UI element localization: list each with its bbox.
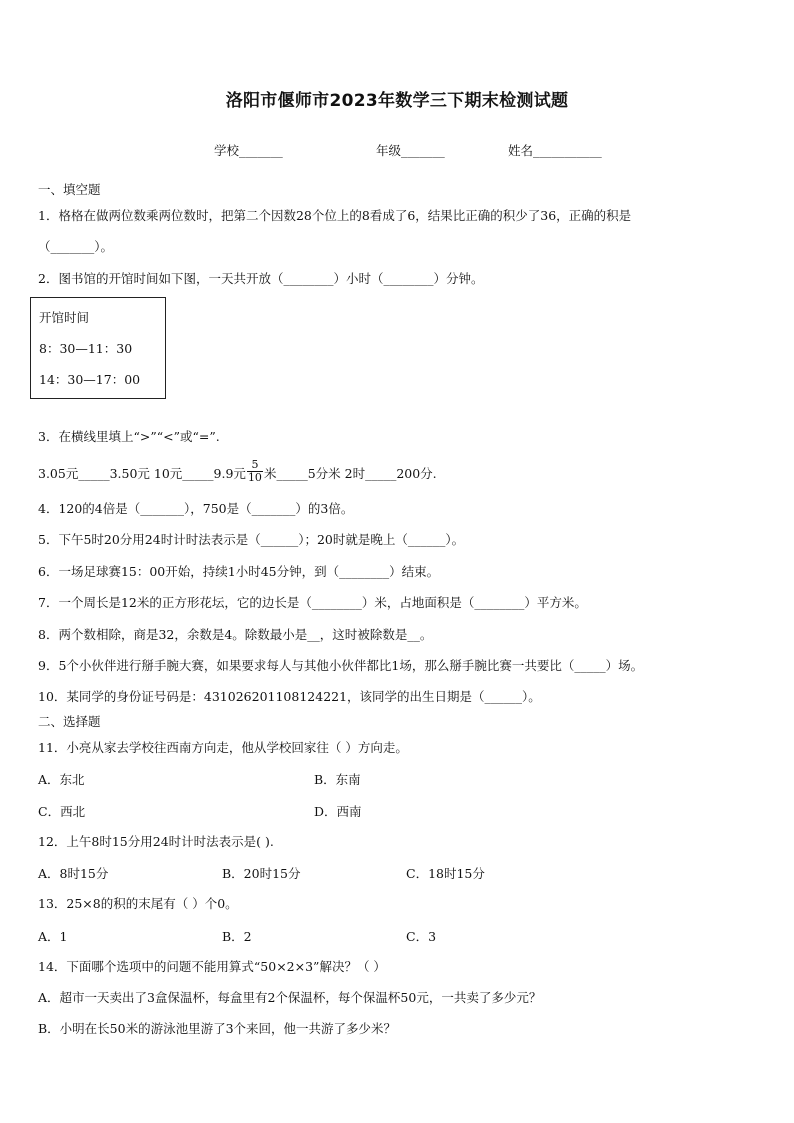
name-field: 姓名___________	[508, 143, 602, 158]
q11-option-b: B．东南	[314, 772, 361, 787]
question-12: 12．上午8时15分用24时计时法表示是( ).	[38, 834, 274, 849]
question-6: 6．一场足球赛15：00开始，持续1小时45分钟，到（________）结束。	[38, 564, 440, 579]
question-4: 4．120的4倍是（_______），750是（_______）的3倍。	[38, 501, 354, 516]
q13-option-c: C．3	[406, 929, 437, 944]
question-14: 14．下面哪个选项中的问题不能用算式“50×2×3”解决？（ ）	[38, 959, 386, 974]
question-13: 13．25×8的积的末尾有（ ）个0。	[38, 896, 238, 911]
question-1: 1．格格在做两位数乘两位数时，把第二个因数28个位上的8看成了6，结果比正确的积少了36，正确的积是	[38, 208, 632, 223]
fraction-numerator: 5	[247, 459, 263, 472]
section-heading-fill-in: 一、填空题	[38, 182, 101, 197]
q14-option-a: A．超市一天卖出了3盒保温杯，每盒里有2个保温杯，每个保温杯50元，一共卖了多少元？	[38, 990, 542, 1005]
question-11: 11．小亮从家去学校往西南方向走，他从学校回家往（ ）方向走。	[38, 740, 408, 755]
grade-field: 年级_______	[376, 143, 445, 158]
question-9: 9．5个小伙伴进行掰手腕大赛，如果要求每人与其他小伙伴都比1场，那么掰手腕比赛一共要比（_____）场。	[38, 658, 644, 673]
opening-hours-afternoon: 14：30—17：00	[39, 372, 141, 387]
question-7: 7．一个周长是12米的正方形花坛，它的边长是（________）米，占地面积是（________）平方米。	[38, 595, 587, 610]
q12-option-a: A．8时15分	[38, 866, 109, 881]
q13-option-b: B．2	[222, 929, 252, 944]
opening-hours-morning: 8：30—11：30	[39, 341, 133, 356]
question-8: 8．两个数相除，商是32，余数是4。除数最小是__，这时被除数是__。	[38, 627, 433, 642]
question-3: 3．在横线里填上“>”“<”或“=”.	[38, 429, 220, 444]
question-3-part2: 米_____5分米 2时_____200分.	[263, 466, 437, 481]
q11-option-c: C．西北	[38, 804, 86, 819]
q11-option-d: D．西南	[314, 804, 362, 819]
section-heading-multiple-choice: 二、选择题	[38, 714, 101, 729]
q12-option-b: B．20时15分	[222, 866, 301, 881]
q11-option-a: A．东北	[38, 772, 85, 787]
q14-option-b: B．小明在长50米的游泳池里游了3个来回，他一共游了多少米？	[38, 1021, 397, 1036]
q13-option-a: A．1	[38, 929, 68, 944]
question-3-items	[38, 458, 754, 487]
question-5: 5．下午5时20分用24时计时法表示是（______）；20时就是晚上（______）。	[38, 532, 465, 547]
opening-hours-heading: 开馆时间	[39, 310, 90, 325]
fraction-denominator: 10	[247, 471, 262, 484]
opening-hours-box	[30, 297, 166, 399]
fraction-five-tenths	[247, 459, 263, 484]
question-1-answer-blank: （_______）。	[38, 239, 114, 254]
question-3-part1: 3.05元_____3.50元 10元_____9.9元	[38, 466, 246, 481]
question-2: 2．图书馆的开馆时间如下图，一天共开放（________）小时（________）分钟。	[38, 271, 484, 286]
question-10: 10．某同学的身份证号码是：431026201108124221，该同学的出生日期是（______）。	[38, 689, 541, 704]
school-field: 学校_______	[214, 143, 283, 158]
q12-option-c: C．18时15分	[406, 866, 485, 881]
page-title: 洛阳市偃师市2023年数学三下期末检测试题	[225, 91, 569, 111]
